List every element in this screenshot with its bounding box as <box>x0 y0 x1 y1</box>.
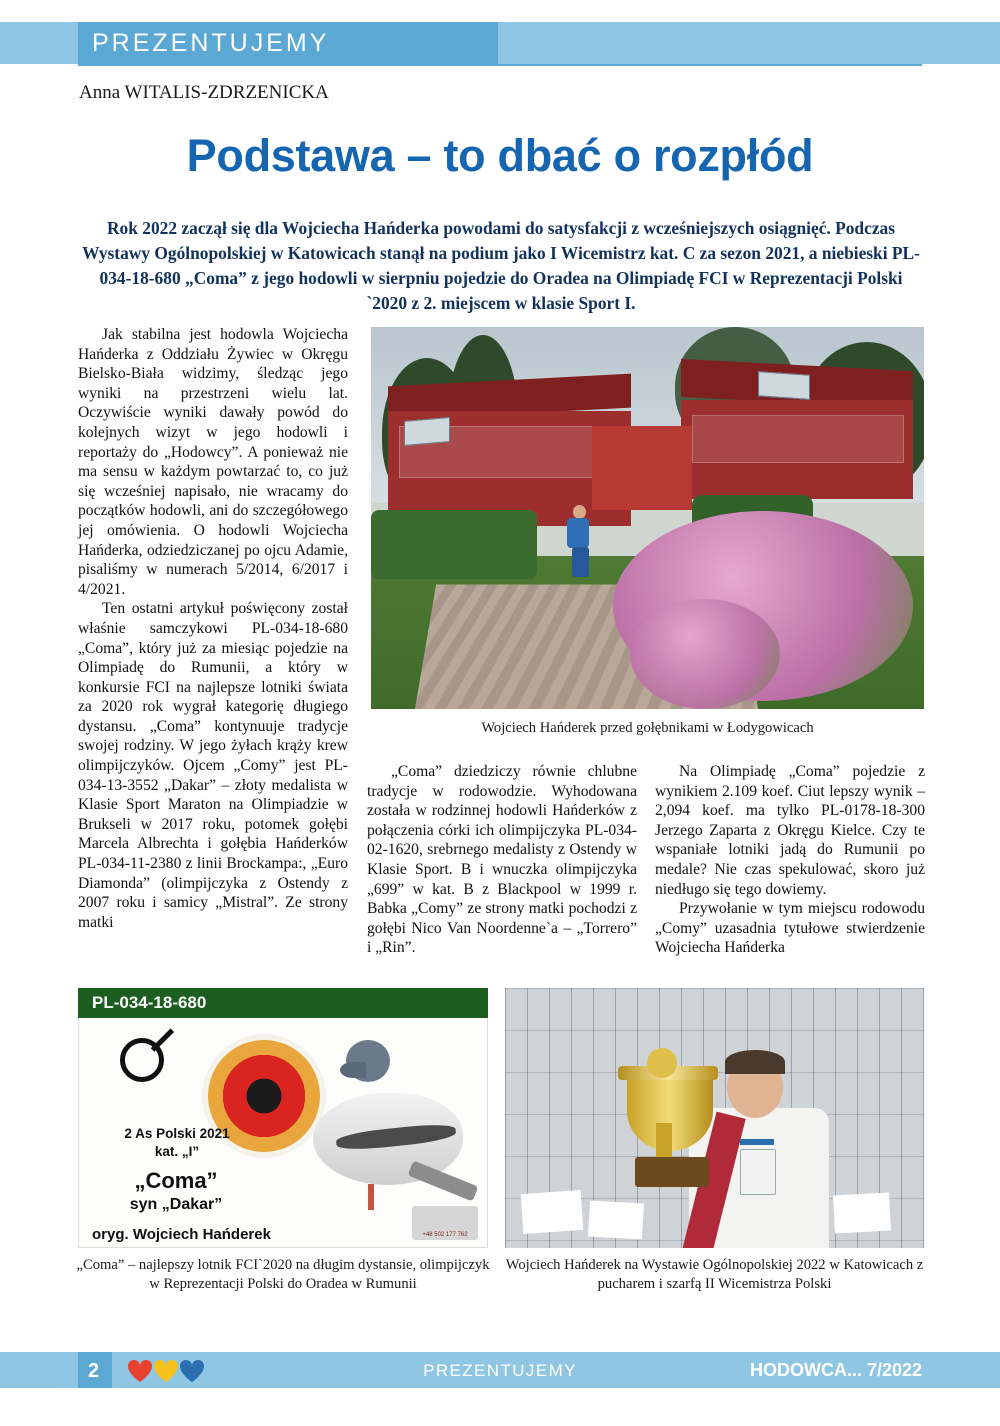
person-legs <box>572 547 589 577</box>
header-divider <box>78 64 922 66</box>
photo-award-ceremony <box>505 988 924 1248</box>
paragraph: Na Olimpiadę „Coma” pojedzie z wynikiem 2.109 koef. Ciut lepszy wynik – 2,094 koef. ma tylko PL-0178-18-300 Jerzego Zaparta z Okręgu Kielce. Czy te wspaniałe lotniki jadą do Rumunii po medale? Nie czas spekulować, skoro już niedługo się tego dowiemy. <box>655 763 925 898</box>
cage-label <box>588 1200 644 1239</box>
author-byline: Anna WITALIS-ZDRZENICKA <box>79 82 329 103</box>
paragraph: Przywołanie w tym miejscu rodowodu „Comy” uzasadnia tytułowe stwierdzenie Wojciecha Hańderka <box>655 900 925 957</box>
sire-line: syn „Dakar” <box>129 1196 223 1213</box>
breeder-line: oryg. Wojciech Hańderek <box>92 1226 271 1243</box>
photo-lofts <box>371 327 924 709</box>
paragraph: Ten ostatni artykuł poświęcony został właśnie samczykowi PL-034-18-680 „Coma”, który już za miesiąc pojedzie na Olimpiadę do Rumunii, a który w konkursie FCI na najlepsze lotniki świata za 2020 rok wygrał kategorię długiego dystansu. „Coma” kontynuuje tradycje swojej rodziny. W jego żyłach krąży krew olimpijczyków. Ojcem „Comy” jest PL-034-13-3552 „Dakar” – złoty medalista w Klasie Sport Maraton na Olimpiadzie w Brukseli w 2017 roku, potomek gołębi Marcela Albrechta i gołębia Hańderków PL-034-11-2380 z linii Brockampa:, „Euro Diamonda” (olimpijczyka z Ostendy z 2007 roku i samicy „Mistral”. Ze strony matki <box>78 600 348 931</box>
paragraph: Jak stabilna jest hodowla Wojciecha Hańderka z Oddziału Żywiec w Okręgu Bielsko-Biała widzimy, śledząc jego wyniki na przestrzeni wielu lat. Oczywiście wyniki dawały powód do kolejnych wizyt w jego hodowli i reportaży do „Hodowcy”. A ponieważ nie ma sensu w każdym powtarzać to, co już się wcześniej napisało, nie wracamy do początków hodowli, ani do szczegółowego jej omówienia. O hodowli Wojciecha Hańderka, odziedziczanej po ojcu Adamie, pisaliśmy w numerach 5/2014, 6/2017 i 4/2021. <box>78 326 348 598</box>
page-number: 2 <box>88 1360 100 1382</box>
pigeon-name: „Coma” <box>134 1168 218 1193</box>
photo-caption-award: Wojciech Hańderek na Wystawie Ogólnopolskiej 2022 w Katowicach z pucharem i szarfą II Wicemistrza Polski <box>505 1257 924 1292</box>
loft-window-row <box>692 415 904 463</box>
trophy-base <box>635 1157 709 1187</box>
award-line-1: 2 As Polski 2021 <box>124 1126 230 1141</box>
cage-label <box>834 1193 892 1234</box>
photo-caption-pedigree: „Coma” – najlepszy lotnik FCI`2020 na długim dystansie, olimpijczyk w Reprezentacji Polski do Oradea w Rumunii <box>76 1257 490 1292</box>
award-line-2: kat. „I” <box>154 1144 200 1159</box>
person-torso <box>567 518 589 548</box>
roof-skylight <box>404 417 450 446</box>
person-head <box>573 505 586 519</box>
pigeon-beak <box>340 1062 366 1078</box>
sponsor-phone: +48 502 177 762 <box>422 1232 468 1238</box>
body-column-right <box>655 762 925 958</box>
id-badge <box>740 1149 776 1195</box>
pedigree-ring-number: PL-034-18-680 <box>92 993 207 1012</box>
paragraph: „Coma” dziedziczy równie chlubne tradycje w rodowodzie. Wyhodowana została w rodzinnej hodowli Hańderków z połączenia córki ich olimpijczyka PL-034-02-1620, srebrnego medalisty z Ostendy w Klasie Sport. B i wnuczka olimpijczyka „699” w kat. B z Blackpool w 1999 r. Babka „Comy” ze strony matki pochodzi z gołębi Nico Van Noordenne`a – „Torrero” i „Rin”. <box>367 763 637 957</box>
flowering-bush <box>630 599 780 709</box>
lead-paragraph: Rok 2022 zaczął się dla Wojciecha Hańderka powodami do satysfakcji z wcześniejszych osiągnięć. Podczas Wystawy Ogólnopolskiej w Katowicach stanął na podium jako I Wicemistrz kat. C za sezon 2021, a niebieski PL-034-18-680 „Coma” z jego hodowli w sierpniu pojedzie do Oradea na Olimpiadę FCI w Reprezentacji Polski `2020 z 2. miejscem w klasie Sport I. <box>82 218 920 313</box>
section-label-header: PREZENTUJEMY <box>92 29 330 57</box>
section-label-footer: PREZENTUJEMY <box>423 1361 577 1380</box>
page-title: Podstawa – to dbać o rozpłód <box>186 130 814 181</box>
body-column-left <box>78 325 348 932</box>
trophy-stem <box>656 1123 672 1157</box>
hedge <box>371 510 537 579</box>
pigeon-leg <box>368 1184 374 1210</box>
photo-pedigree-card <box>78 988 488 1248</box>
photo-caption-lofts: Wojciech Hańderek przed gołębnikami w Łodygowicach <box>481 720 814 736</box>
roof-skylight <box>758 371 810 400</box>
cage-label <box>520 1190 583 1234</box>
badge-lanyard <box>740 1139 774 1145</box>
person-hair <box>725 1050 785 1074</box>
body-column-middle <box>367 762 637 958</box>
magazine-issue: HODOWCA... 7/2022 <box>749 1360 922 1380</box>
loft-middle <box>592 426 692 510</box>
